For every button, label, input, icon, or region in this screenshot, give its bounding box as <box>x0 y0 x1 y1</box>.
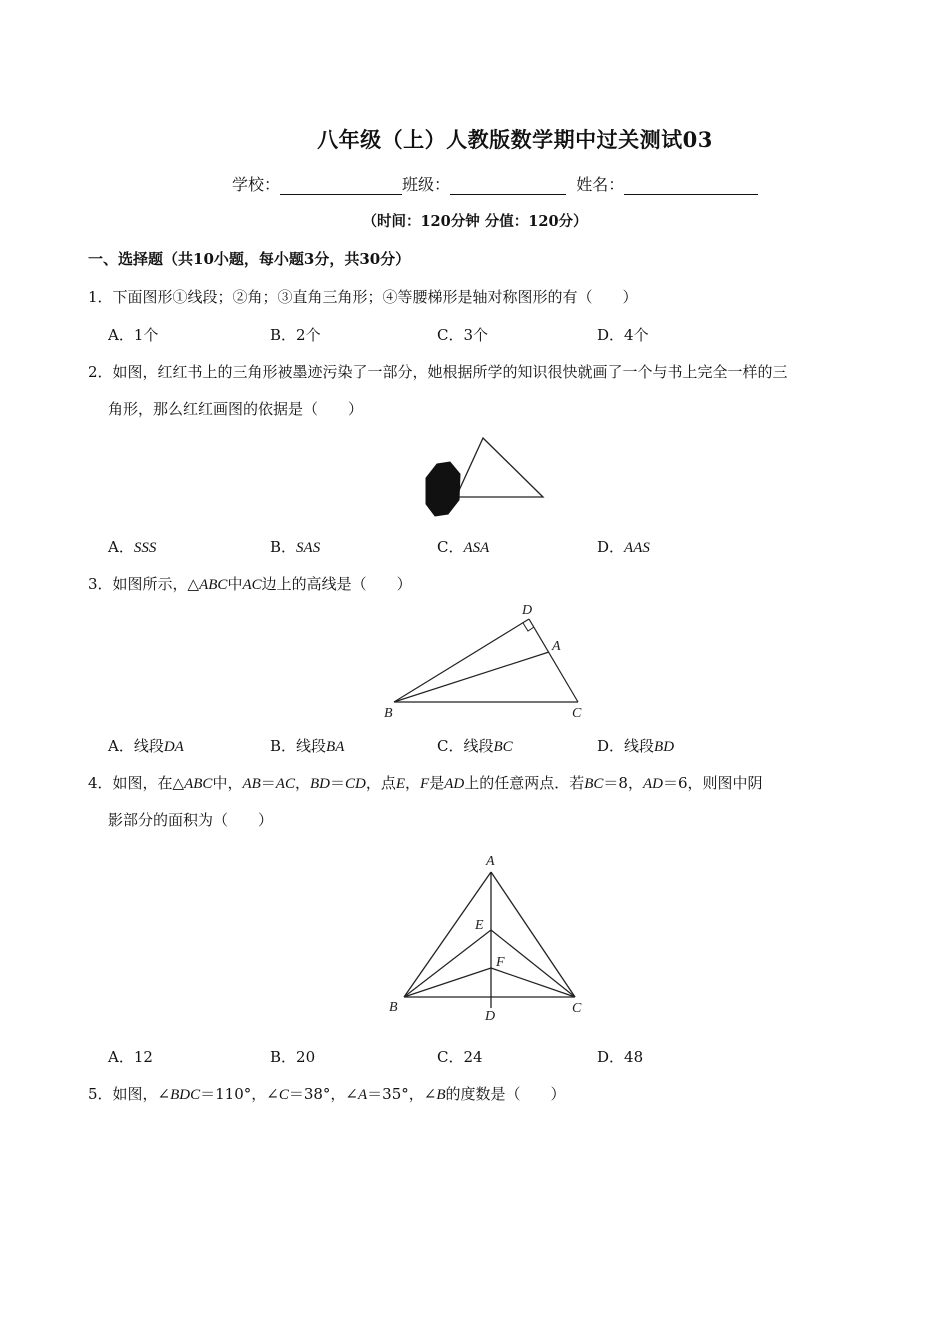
q3-option-a[interactable]: A．线段DA <box>108 737 184 755</box>
q2-option-d[interactable]: D．AAS <box>597 538 650 556</box>
q1-option-a[interactable]: A．1个 <box>108 326 159 344</box>
label-A: A <box>552 639 561 654</box>
segment-DC <box>529 619 578 702</box>
q3-option-b[interactable]: B．线段BA <box>270 737 345 755</box>
q4-option-b[interactable]: B．20 <box>270 1048 316 1066</box>
class-blank[interactable] <box>450 176 566 195</box>
question-1-stem: 1．下面图形①线段；②角；③直角三角形；④等腰梯形是轴对称图形的有（ ） <box>88 288 638 306</box>
student-info-row <box>232 172 758 195</box>
question-4-stem-line1: 4．如图，在△ABC中，AB＝AC，BD＝CD，点E，F是AD上的任意两点．若BC＝8，AD＝6，则图中阴 <box>88 774 763 792</box>
segment-BE <box>404 930 491 997</box>
q4-option-c[interactable]: C．24 <box>437 1048 483 1066</box>
segment-AB <box>404 872 491 997</box>
question-2-stem-line1: 2．如图，红红书上的三角形被墨迹污染了一部分，她根据所学的知识很快就画了一个与书上完全一样的三 <box>88 363 788 381</box>
segment-CF <box>491 968 575 997</box>
segment-AC <box>491 872 575 997</box>
label-C: C <box>572 706 582 721</box>
name-blank[interactable] <box>624 176 758 195</box>
question-3-stem: 3．如图所示，△ABC中AC边上的高线是（ ） <box>88 575 412 593</box>
q4-figure-isosceles-triangle <box>385 850 595 1025</box>
name-label: 姓名： <box>576 175 625 194</box>
q1-option-d[interactable]: D．4个 <box>597 326 649 344</box>
q4-option-d[interactable]: D．48 <box>597 1048 644 1066</box>
label-D: D <box>522 603 533 618</box>
section-title: 一、选择题（共10小题，每小题3分，共30分） <box>88 250 411 268</box>
q3-option-c[interactable]: C．线段BC <box>437 737 513 755</box>
segment-BF <box>404 968 491 997</box>
triangle-outline <box>456 438 543 497</box>
q2-option-c[interactable]: C．ASA <box>437 538 490 556</box>
q1-option-b[interactable]: B．2个 <box>270 326 321 344</box>
question-2-stem-line2: 角形，那么红红画图的依据是（ ） <box>108 400 364 418</box>
exam-meta: （时间：120分钟 分值：120分） <box>362 213 588 230</box>
q2-option-a[interactable]: A．SSS <box>108 538 157 556</box>
q3-option-d[interactable]: D．线段BD <box>597 737 675 755</box>
q2-figure-ink-triangle <box>420 434 550 522</box>
q4-option-a[interactable]: A．12 <box>108 1048 153 1066</box>
label-E: E <box>475 918 484 933</box>
question-4-stem-line2: 影部分的面积为（ ） <box>108 811 274 829</box>
label-B: B <box>384 706 393 721</box>
question-5-stem: 5．如图，∠BDC＝110°，∠C＝38°，∠A＝35°，∠B的度数是（ ） <box>88 1085 566 1103</box>
label-B: B <box>389 1000 398 1015</box>
page-title: 八年级（上）人教版数学期中过关测试03 <box>317 127 713 152</box>
q2-option-b[interactable]: B．SAS <box>270 538 321 556</box>
label-D: D <box>485 1009 496 1024</box>
label-A: A <box>486 854 495 869</box>
school-label: 学校： <box>232 175 281 194</box>
q1-option-c[interactable]: C．3个 <box>437 326 489 344</box>
segment-BD <box>394 619 529 702</box>
segment-BA <box>394 652 549 702</box>
class-label: 班级： <box>402 175 451 194</box>
label-C: C <box>572 1001 582 1016</box>
q3-figure-triangle-altitude <box>380 600 590 724</box>
school-blank[interactable] <box>280 176 402 195</box>
label-F: F <box>496 955 505 970</box>
ink-blot <box>426 462 460 516</box>
